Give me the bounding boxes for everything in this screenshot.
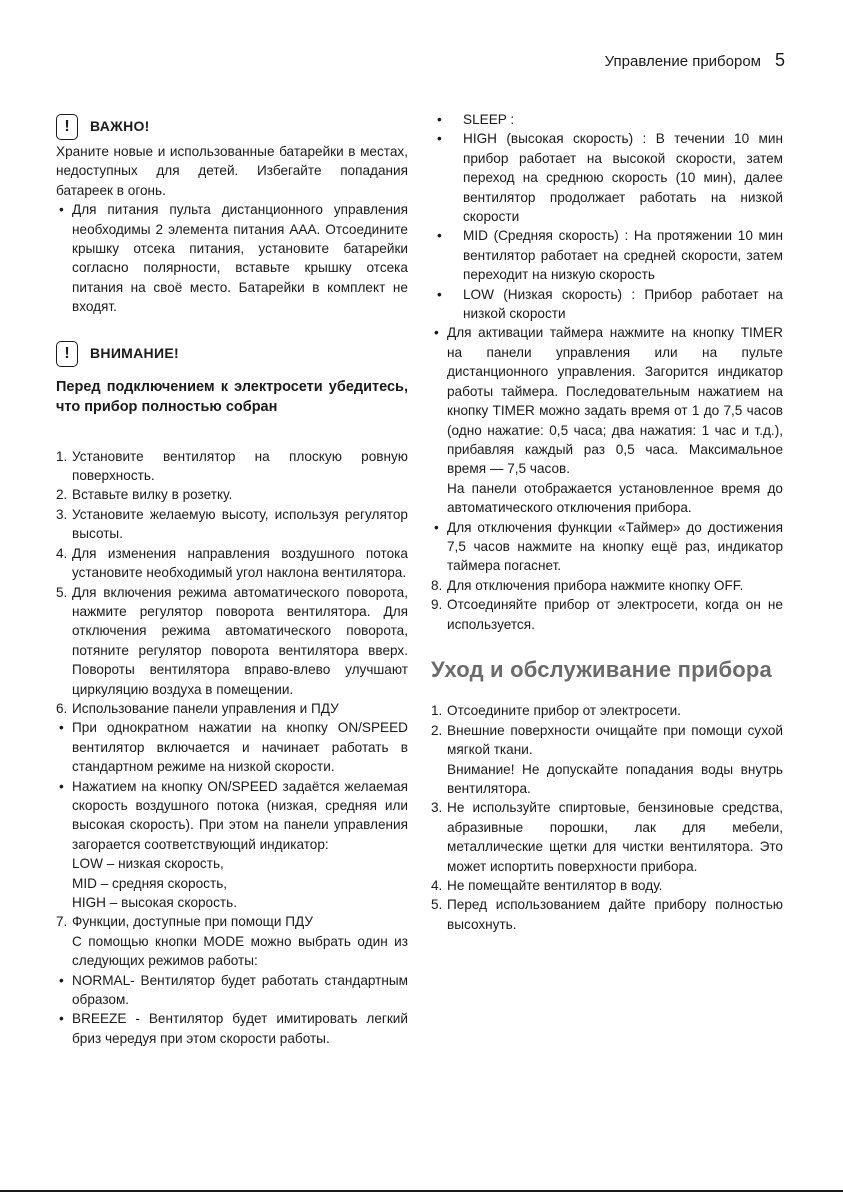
timer-off-bullet: • Для отключения функции «Таймер» до достижения 7,5 часов нажмите на кнопку ещё раз, индикатор таймера погаснет. [431, 518, 783, 576]
sleep-bullet: • SLEEP : [431, 110, 783, 129]
warning-notice [56, 341, 408, 367]
header-title: Управление прибором [604, 53, 761, 70]
step-1: 1. Установите вентилятор на плоскую ровную поверхность. [56, 448, 408, 484]
exclamation-icon: ! [56, 114, 78, 140]
care-step-2: 2. Внешние поверхности очищайте при помощи сухой мягкой ткани. [431, 722, 783, 758]
step-5: 5. Для включения режима автоматического поворота, нажмите регулятор поворота вентилятора. Для отключения режима автоматического поворота, потяните регулятор поворота вентилятора вверх. Повороты вентилятора вправо-влево улучшают циркуляцию воздуха в помещении. [56, 584, 408, 697]
important-title: ВАЖНО! [90, 118, 150, 135]
step-7: 7. Функции, доступные при помощи ПДУ [56, 914, 313, 930]
left-column [56, 114, 408, 1048]
important-text: Храните новые и использованные батарейки в местах, недоступных для детей. Избегайте попадания батареек в огонь. [56, 144, 408, 198]
warning-title: ВНИМАНИЕ! [90, 344, 179, 361]
battery-bullet: • Для питания пульта дистанционного управления необходимы 2 элемента питания ААА. Отсоедините крышку отсека питания, установите батарейки согласно полярности, вставьте крышку отсека питания на своё место. Батарейки в комплект не входят. [56, 200, 408, 316]
warning-text: Перед подключением к электросети убедитесь, что прибор полностью собран [56, 378, 408, 415]
timer-bullet: • Для активации таймера нажмите на кнопку TIMER на панели управления или на пульте дистанционного управления. Загорится индикатор работы таймера. Последовательным нажатием на кнопку TIMER можно задать время от 1 до 7,5 часов (одно нажатие: 0,5 часа; два нажатия: 1 час и т.д.), прибавляя каждый раз 0,5 часа. Максимальное время — 7,5 часов. [431, 323, 783, 478]
step-4: 4. Для изменения направления воздушного потока установите необходимый угол наклона вентилятора. [56, 545, 408, 581]
step-2: 2. Вставьте вилку в розетку. [56, 487, 233, 503]
care-note: Внимание! Не допускайте попадания воды внутрь вентилятора. [447, 761, 783, 796]
step-3: 3. Установите желаемую высоту, используя регулятор высоты. [56, 506, 408, 542]
step-9: 9. Отсоединяйте прибор от электросети, когда он не используется. [431, 597, 783, 632]
sleep-high-bullet: • HIGH (высокая скорость) : В течении 10 мин прибор работает на высокой скорости, затем переход на среднюю скорость (10 мин), далее вентилятор продолжает работать на низкой скорости [431, 129, 783, 226]
care-heading: Уход и обслуживание прибора [431, 656, 772, 682]
step-8: 8. Для отключения прибора нажмите кнопку OFF. [431, 577, 744, 593]
page-number: 5 [774, 50, 785, 70]
mode-breeze: • BREEZE - Вентилятор будет имитировать легкий бриз чередуя при этом скорости работы. [56, 1009, 408, 1048]
care-step-1: 1. Отсоедините прибор от электросети. [431, 703, 681, 719]
care-step-5: 5. Перед использованием дайте прибору полностью высохнуть. [431, 897, 783, 932]
care-step-4: 4. Не помещайте вентилятор в воду. [431, 878, 663, 894]
step7-intro: С помощью кнопки MODE можно выбрать один из следующих режимов работы: [72, 933, 408, 969]
speed-high: HIGH – высокая скорость. [72, 895, 238, 910]
care-step-3: 3. Не используйте спиртовые, бензиновые средства, абразивные порошки, лак для мебели, металлические щетки для чистки вентилятора. Это может испортить поверхности прибора. [431, 800, 783, 874]
mode-normal: • NORMAL- Вентилятор будет работать стандартным образом. [56, 971, 408, 1010]
sleep-mid-bullet: • MID (Средняя скорость) : На протяжении 10 мин вентилятор работает на средней скорости, затем переходит на низкую скорость [431, 226, 783, 284]
exclamation-icon: ! [56, 341, 78, 367]
page-header [605, 50, 785, 71]
step-6: 6. Использование панели управления и ПДУ [56, 700, 339, 716]
important-notice [56, 114, 408, 140]
step6-bullet-2: • Нажатием на кнопку ON/SPEED задаётся желаемая скорость воздушного потока (низкая, средняя или высокая скорость). При этом на панели управления загорается соответствующий индикатор: [56, 777, 408, 855]
sleep-low-bullet: • LOW (Низкая скорость) : Прибор работает на низкой скорости [431, 285, 783, 324]
speed-mid: MID – средняя скорость, [72, 875, 228, 891]
timer-note: На панели отображается установленное время до автоматического отключения прибора. [447, 480, 783, 516]
step6-bullet-1: • При однократном нажатии на кнопку ON/SPEED вентилятор включается и начинает работать в стандартном режиме на низкой скорости. [56, 718, 408, 776]
speed-low: LOW – низкая скорость, [72, 856, 224, 872]
right-column [431, 110, 783, 934]
